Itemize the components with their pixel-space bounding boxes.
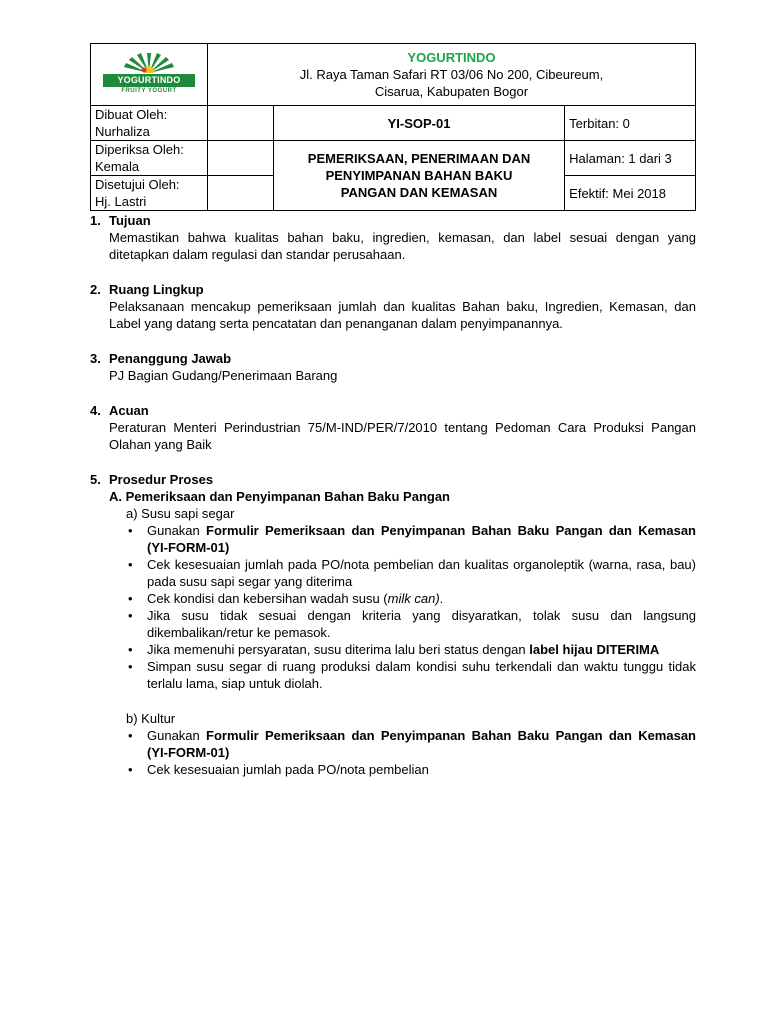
section-text: Memastikan bahwa kualitas bahan baku, ingredien, kemasan, dan label sesuai dengan yang ditetapkan dalam regulasi dan standar perusahaan. xyxy=(109,230,696,262)
kultur-steps-list xyxy=(109,727,696,778)
list-item: • Gunakan Formulir Pemeriksaan dan Penyimpanan Bahan Baku Pangan dan Kemasan (YI-FORM-01) xyxy=(128,523,696,555)
bullet: • xyxy=(128,659,133,674)
bullet: • xyxy=(128,557,133,572)
section-heading: Prosedur Proses xyxy=(109,472,214,487)
logo-brand: YOGURTINDO xyxy=(103,74,195,87)
effective-date: Efektif: Mei 2018 xyxy=(565,176,696,211)
approved-by-name: Hj. Lastri xyxy=(95,194,147,209)
section-heading: Ruang Lingkup xyxy=(109,282,204,297)
section-number: 1. xyxy=(90,213,101,228)
approved-by-signature-cell xyxy=(207,176,273,211)
bullet: • xyxy=(128,608,133,623)
sunburst-icon xyxy=(123,51,175,73)
company-name: YOGURTINDO xyxy=(407,50,496,65)
section-heading: Penanggung Jawab xyxy=(109,351,232,366)
section-number: 3. xyxy=(90,351,101,366)
document-body xyxy=(90,212,696,778)
bullet: • xyxy=(128,762,133,777)
approved-by-label: Disetujui Oleh: xyxy=(95,177,180,192)
issue-number: Terbitan: 0 xyxy=(565,106,696,141)
company-address-line1: Jl. Raya Taman Safari RT 03/06 No 200, Cibeureum, xyxy=(299,67,604,82)
section-number: 5. xyxy=(90,472,101,487)
made-by-name: Nurhaliza xyxy=(95,124,150,139)
sop-title-line1: PEMERIKSAAN, PENERIMAAN DAN xyxy=(307,151,531,166)
company-info-cell xyxy=(207,44,695,106)
subsection-heading: A. Pemeriksaan dan Penyimpanan Bahan Baku Pangan xyxy=(109,489,451,504)
section-acuan xyxy=(90,402,696,453)
section-text: Pelaksanaan mencakup pemeriksaan jumlah dan kualitas Bahan baku, Ingredien, Kemasan, dan Label yang datang serta pencatatan dan penanganan dalam penyimpanannya. xyxy=(109,299,696,331)
sop-title-line3: PANGAN DAN KEMASAN xyxy=(340,185,498,200)
section-heading: Tujuan xyxy=(109,213,151,228)
section-text: PJ Bagian Gudang/Penerimaan Barang xyxy=(109,368,338,383)
section-number: 2. xyxy=(90,282,101,297)
list-item: • Gunakan Formulir Pemeriksaan dan Penyimpanan Bahan Baku Pangan dan Kemasan (YI-FORM-01) xyxy=(128,728,696,760)
made-by-label: Dibuat Oleh: xyxy=(95,107,168,122)
section-heading: Acuan xyxy=(109,403,149,418)
section-text: Peraturan Menteri Perindustrian 75/M-IND/PER/7/2010 tentang Pedoman Cara Produksi Pangan Olahan yang Baik xyxy=(109,420,696,452)
list-item: • Jika memenuhi persyaratan, susu diterima lalu beri status dengan label hijau DITERIMA xyxy=(128,642,660,657)
list-item: • Cek kesesuaian jumlah pada PO/nota pembelian xyxy=(128,762,429,777)
page-number: Halaman: 1 dari 3 xyxy=(565,141,696,176)
made-by-cell xyxy=(91,106,208,141)
section-number: 4. xyxy=(90,403,101,418)
section-ruang-lingkup xyxy=(90,281,696,332)
sop-title-line2: PENYIMPANAN BAHAN BAKU xyxy=(325,168,513,183)
bullet: • xyxy=(128,728,133,743)
approved-by-cell xyxy=(91,176,208,211)
list-item: • Jika susu tidak sesuai dengan kriteria yang disyaratkan, tolak susu dan langsung dikembalikan/retur ke pemasok. xyxy=(128,608,696,640)
checked-by-name: Kemala xyxy=(95,159,140,174)
list-item: • Simpan susu segar di ruang produksi dalam kondisi suhu terkendali dan waktu tunggu tidak terlalu lama, siap untuk diolah. xyxy=(128,659,696,691)
sop-title xyxy=(273,141,564,211)
doc-code: YI-SOP-01 xyxy=(273,106,564,141)
bullet: • xyxy=(128,523,133,538)
made-by-signature-cell xyxy=(207,106,273,141)
section-prosedur-proses xyxy=(90,471,696,778)
item-susu-sapi-segar: a) Susu sapi segar xyxy=(126,506,235,521)
logo-tagline: FRUITY YOGURT xyxy=(121,87,177,94)
section-penanggung-jawab xyxy=(90,350,696,384)
checked-by-cell xyxy=(91,141,208,176)
company-address-line2: Cisarua, Kabupaten Bogor xyxy=(374,84,529,99)
bullet: • xyxy=(128,591,133,606)
logo-cell xyxy=(91,44,208,106)
company-logo xyxy=(101,51,197,97)
section-tujuan xyxy=(90,212,696,263)
susu-steps-list xyxy=(109,522,696,692)
checked-by-label: Diperiksa Oleh: xyxy=(95,142,184,157)
list-item: • Cek kondisi dan kebersihan wadah susu (milk can). xyxy=(128,591,444,606)
bullet: • xyxy=(128,642,133,657)
item-kultur: b) Kultur xyxy=(126,711,176,726)
list-item: • Cek kesesuaian jumlah pada PO/nota pembelian dan kualitas organoleptik (warna, rasa, bau) pada susu sapi segar yang diterima xyxy=(128,557,696,589)
checked-by-signature-cell xyxy=(207,141,273,176)
sop-header-table xyxy=(90,43,696,211)
